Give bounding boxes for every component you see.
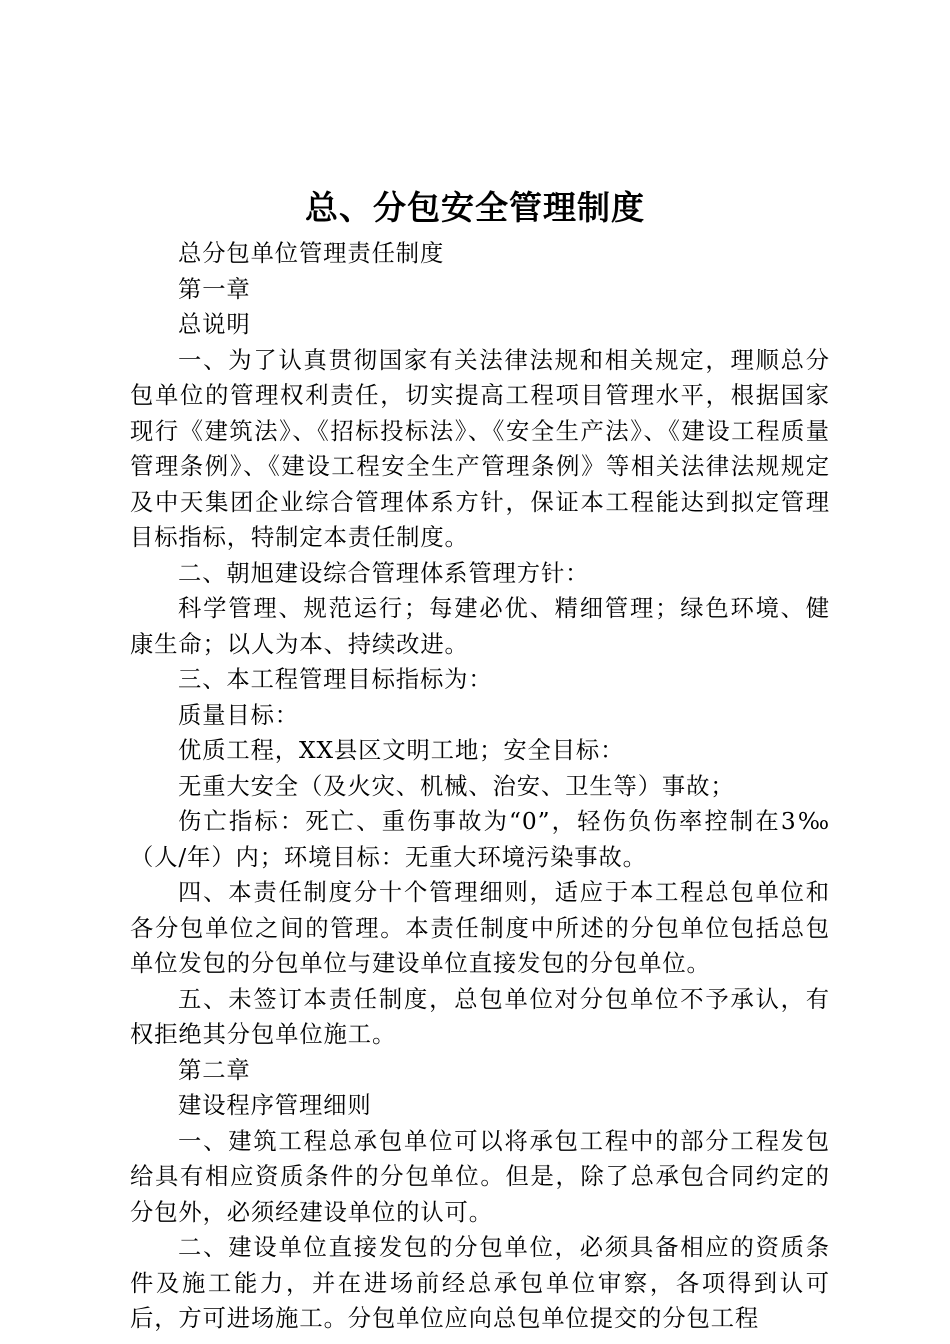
paragraph: 一、建筑工程总承包单位可以将承包工程中的部分工程发包给具有相应资质条件的分包单位。但是，除了总承包合同约定的分包外，必须经建设单位的认可。 [130,1127,830,1226]
chapter-heading: 第二章 [178,1056,251,1084]
section-heading: 总说明 [178,311,251,338]
paragraph: 三、本工程管理目标指标为： [178,666,493,693]
paragraph: 无重大安全（及火灾、机械、治安、卫生等）事故； [178,772,735,800]
paragraph: 伤亡指标：死亡、重伤事故为“0”，轻伤负伤率控制在3‰（人/年）内；环境目标：无重大环境污染事故。 [130,808,830,871]
document-body [130,236,830,1337]
paragraph: 质量目标： [178,701,299,729]
paragraph-heading: 总分包单位管理责任制度 [178,240,445,267]
chapter-heading: 第一章 [178,275,251,303]
paragraph: 四、本责任制度分十个管理细则，适应于本工程总包单位和各分包单位之间的管理。本责任制度中所述的分包单位包括总包单位发包的分包单位与建设单位直接发包的分包单位。 [130,879,830,977]
paragraph: 一、为了认真贯彻国家有关法律法规和相关规定，理顺总分包单位的管理权利责任，切实提高工程项目管理水平，根据国家现行《建筑法》、《招标投标法》、《安全生产法》、《建设工程质量管理条例》、《建设工程安全生产管理条例》等相关法律法规规定及中天集团企业综合管理体系方针，保证本工程能达到拟定管理目标指标，特制定本责任制度。 [130,346,830,551]
paragraph: 五、未签订本责任制度，总包单位对分包单位不予承认，有权拒绝其分包单位施工。 [130,985,830,1048]
paragraph: 优质工程，XX县区文明工地；安全目标： [178,737,625,764]
section-heading: 建设程序管理细则 [178,1092,372,1119]
document-title: 总、分包安全管理制度 [305,188,645,227]
paragraph: 二、朝旭建设综合管理体系管理方针： [178,559,590,587]
paragraph: 科学管理、规范运行；每建必优、精细管理；绿色环境、健康生命；以人为本、持续改进。 [130,595,830,658]
paragraph: 二、建设单位直接发包的分包单位，必须具备相应的资质条件及施工能力，并在进场前经总承包单位审察，各项得到认可后，方可进场施工。分包单位应向总包单位提交的分包工程 [130,1234,830,1332]
